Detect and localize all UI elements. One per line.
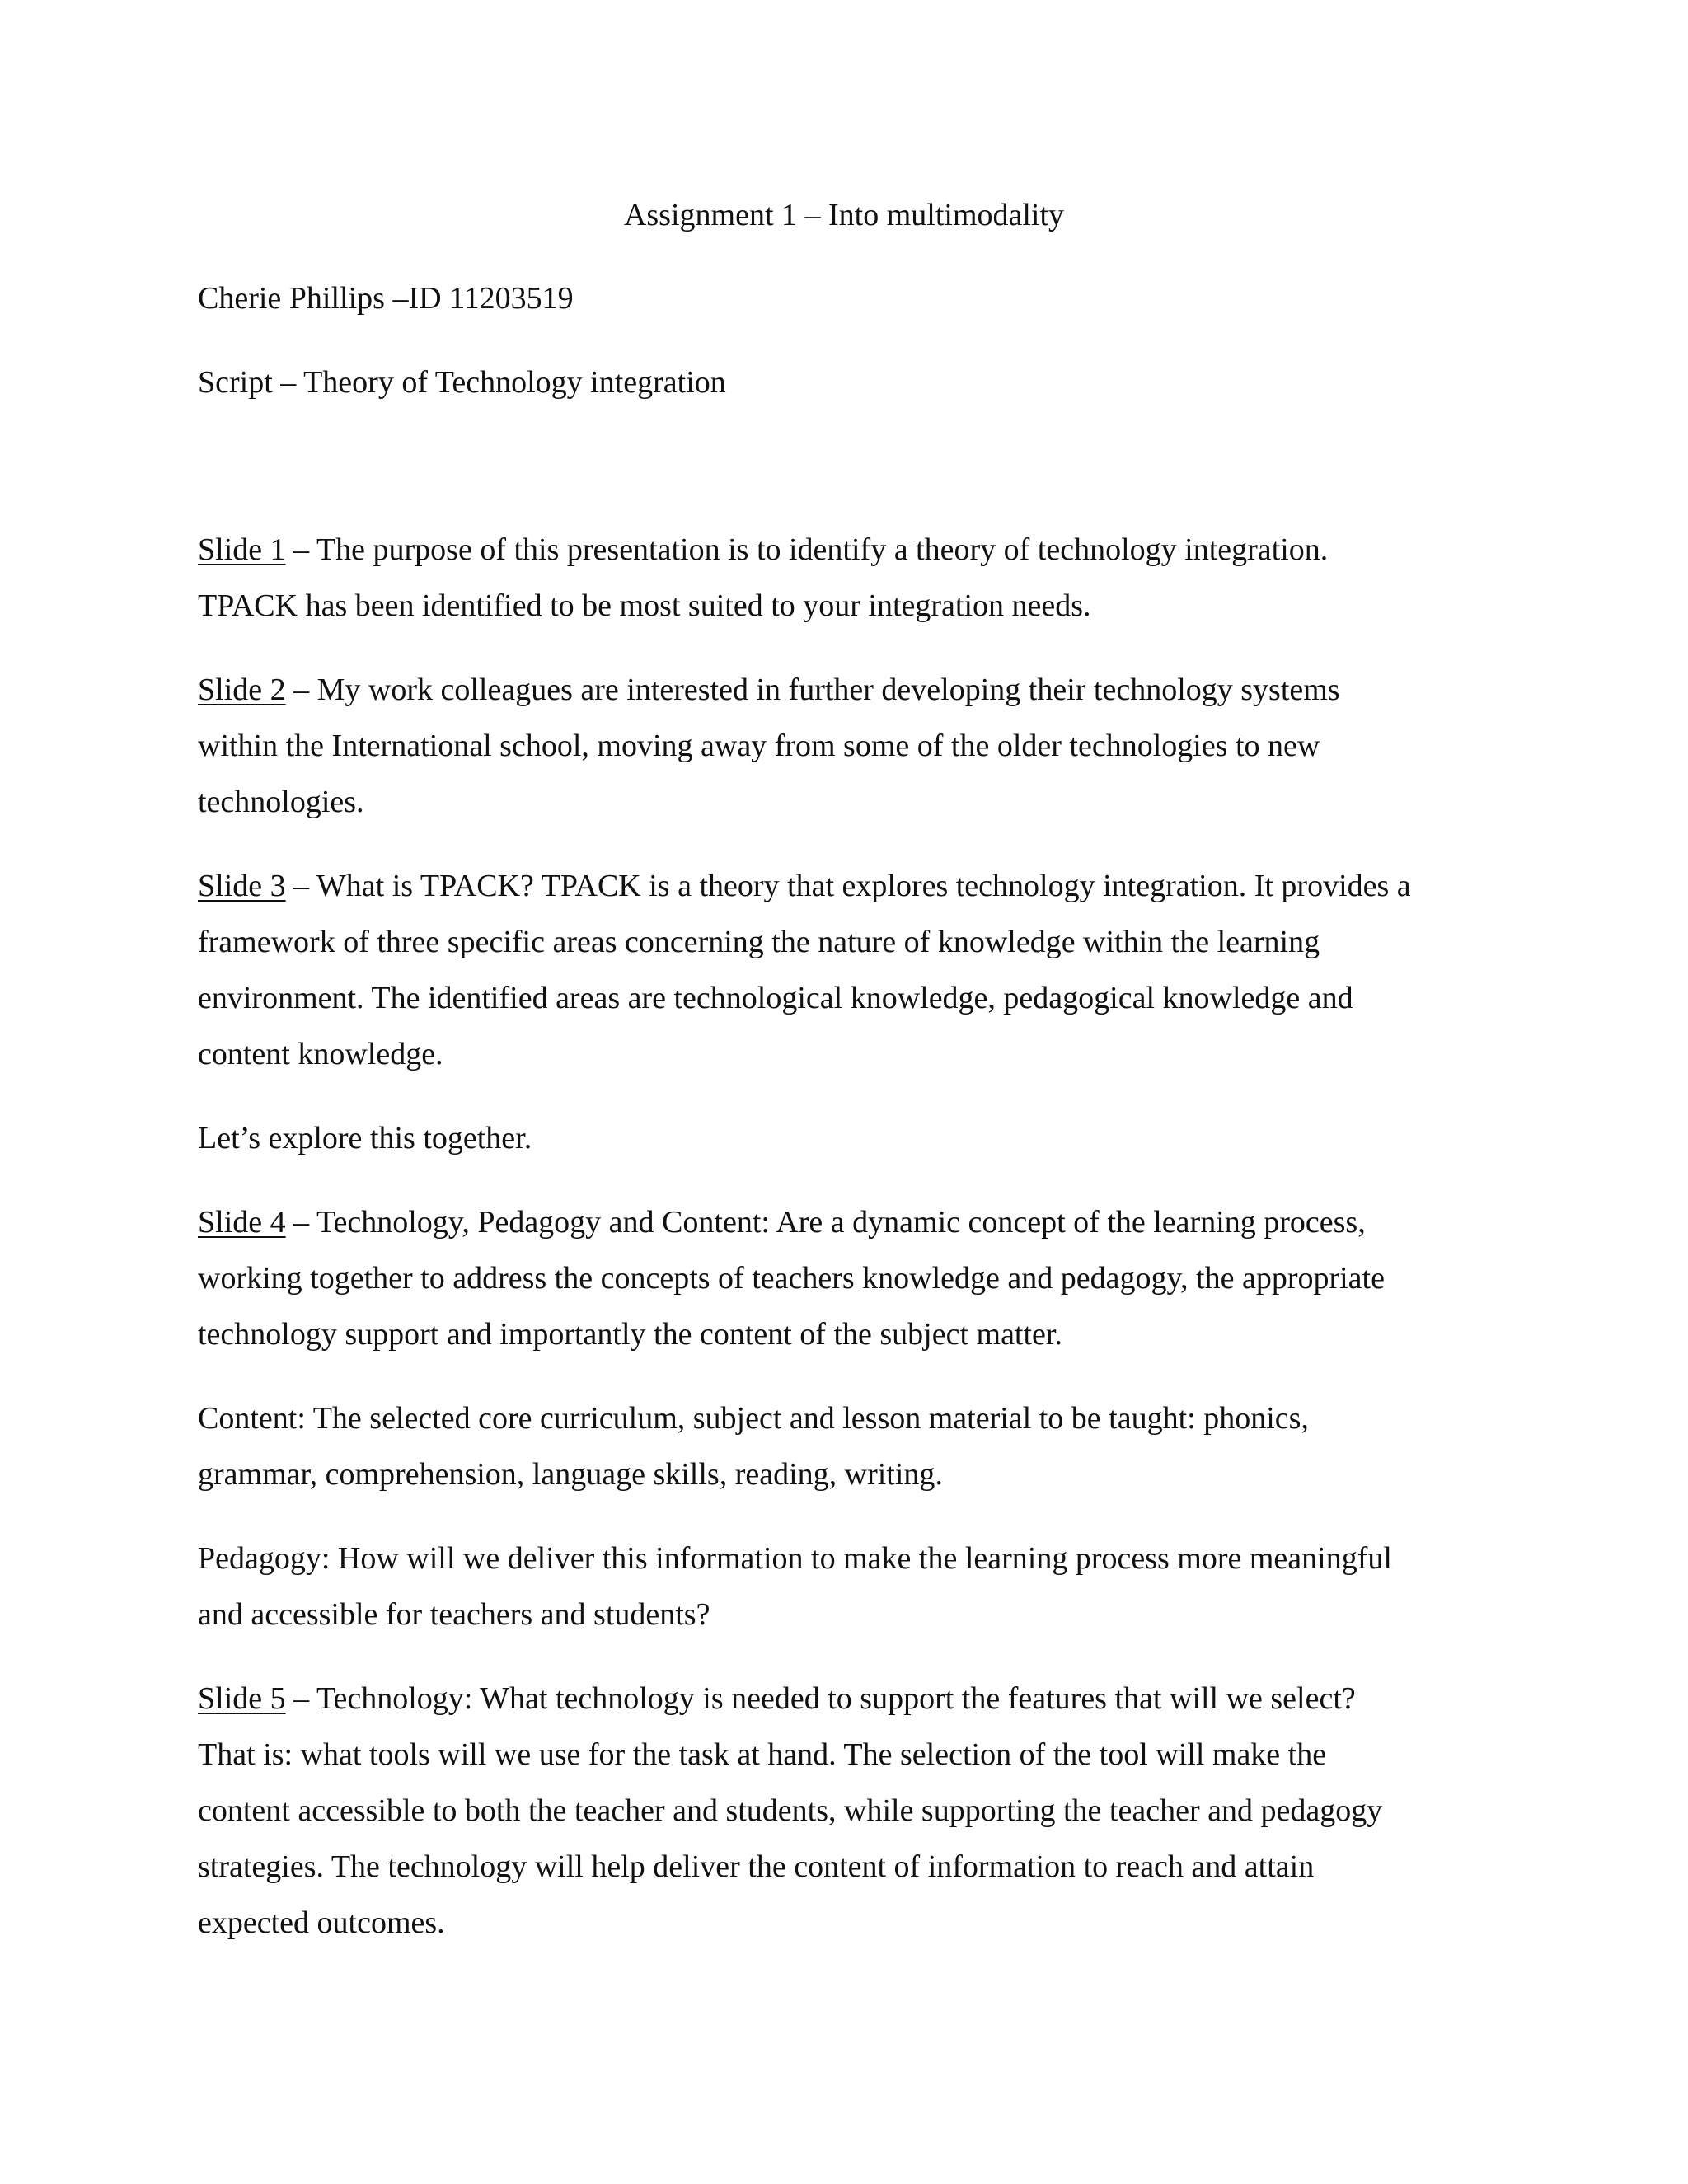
slide-2-text-1: – My work colleagues are interested in further developing their technology systems: [285, 673, 1340, 707]
slide-2-line-1: [198, 670, 1340, 710]
explore-line: Let’s explore this together.: [198, 1121, 532, 1155]
slide-3-line-4: content knowledge.: [198, 1037, 443, 1071]
slide-2-line-2: within the International school, moving away from some of the older technologies to new: [198, 729, 1320, 763]
content-line-2: grammar, comprehension, language skills, reading, writing.: [198, 1457, 943, 1492]
pedagogy-line-2: and accessible for teachers and students?: [198, 1597, 710, 1632]
slide-4-text-1: – Technology, Pedagogy and Content: Are a dynamic concept of the learning process,: [285, 1205, 1366, 1240]
slide-3-line-2: framework of three specific areas concerning the nature of knowledge within the learning: [198, 925, 1320, 959]
slide-5-line-3: content accessible to both the teacher and students, while supporting the teacher and pedagogy: [198, 1793, 1383, 1828]
slide-5-text-1: – Technology: What technology is needed to support the features that will we select?: [285, 1681, 1356, 1716]
slide-3-text-1: – What is TPACK? TPACK is a theory that explores technology integration. It provides a: [285, 869, 1411, 903]
slide-5-label: Slide 5: [198, 1681, 286, 1716]
slide-1-text-1: – The purpose of this presentation is to identify a theory of technology integration.: [285, 532, 1329, 567]
slide-1-line-2: TPACK has been identified to be most suited to your integration needs.: [198, 588, 1091, 623]
slide-4-line-2: working together to address the concepts of teachers knowledge and pedagogy, the appropriate: [198, 1261, 1385, 1296]
slide-3-label: Slide 3: [198, 869, 286, 903]
slide-5-line-5: expected outcomes.: [198, 1905, 445, 1940]
slide-2-line-3: technologies.: [198, 785, 364, 819]
content-line-1: Content: The selected core curriculum, subject and lesson material to be taught: phonics,: [198, 1401, 1309, 1436]
slide-5-line-4: strategies. The technology will help deliver the content of information to reach and attain: [198, 1849, 1315, 1884]
slide-4-line-3: technology support and importantly the content of the subject matter.: [198, 1317, 1062, 1352]
slide-5-line-1: [198, 1679, 1356, 1718]
author-line: Cherie Phillips –ID 11203519: [198, 281, 574, 316]
slide-3-line-1: [198, 866, 1411, 906]
pedagogy-line-1: Pedagogy: How will we deliver this information to make the learning process more meaningful: [198, 1541, 1392, 1576]
slide-1-line-1: [198, 530, 1328, 569]
document-title: Assignment 1 – Into multimodality: [623, 198, 1065, 232]
slide-2-label: Slide 2: [198, 673, 286, 707]
slide-4-line-1: [198, 1202, 1366, 1242]
slide-5-line-2: That is: what tools will we use for the task at hand. The selection of the tool will make the: [198, 1737, 1327, 1772]
slide-4-label: Slide 4: [198, 1205, 286, 1240]
slide-1-label: Slide 1: [198, 532, 286, 567]
slide-3-line-3: environment. The identified areas are technological knowledge, pedagogical knowledge and: [198, 981, 1353, 1015]
script-line: Script – Theory of Technology integration: [198, 365, 726, 400]
